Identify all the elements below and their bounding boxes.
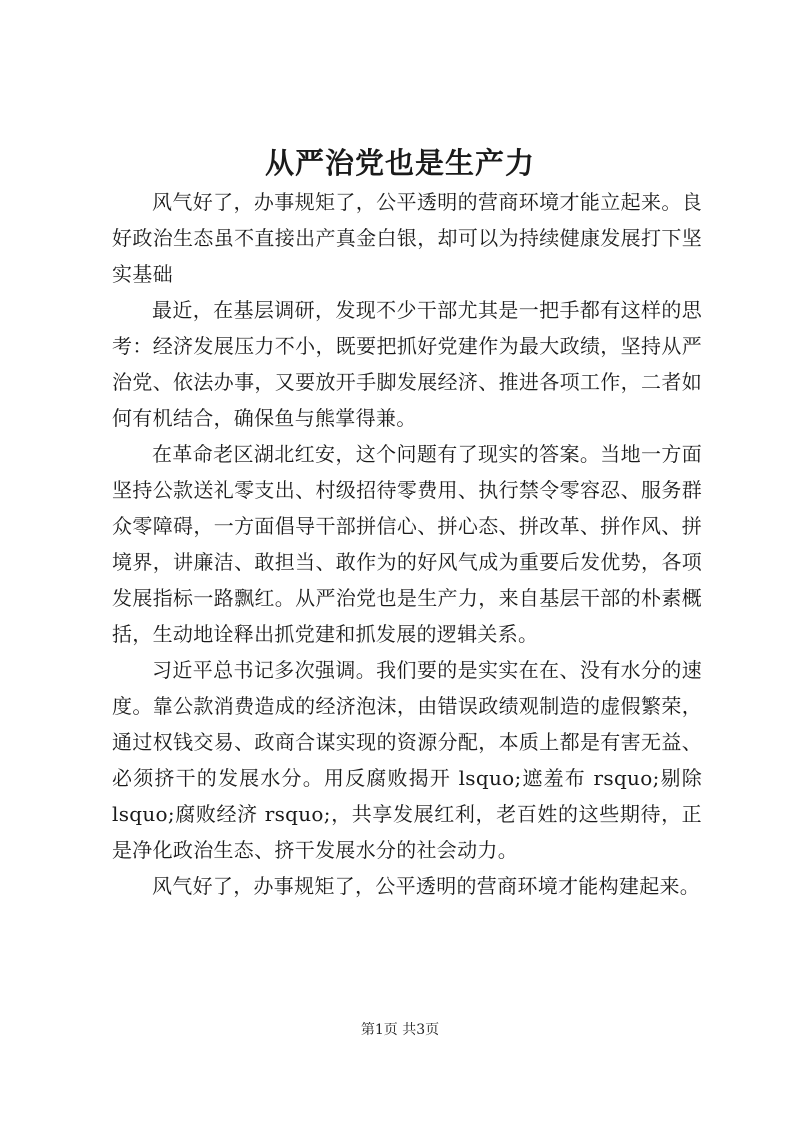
document-body (112, 184, 702, 904)
page-footer: 第1页 共3页 (360, 1022, 440, 1038)
paragraph-3: 在革命老区湖北红安，这个问题有了现实的答案。当地一方面坚持公款送礼零支出、村级招待零费用、执行禁令零容忍、服务群众零障碍，一方面倡导干部拼信心、拼心态、拼改革、拼作风、拼境界，讲廉洁、敢担当、敢作为的好风气成为重要后发优势，各项发展指标一路飘红。从严治党也是生产力，来自基层干部的朴素概括，生动地诠释出抓党建和抓发展的逻辑关系。 (112, 442, 702, 646)
paragraph-2: 最近，在基层调研，发现不少干部尤其是一把手都有这样的思考：经济发展压力不小，既要把抓好党建作为最大政绩，坚持从严治党、依法办事，又要放开手脚发展经济、推进各项工作，二者如何有机结合，确保鱼与熊掌得兼。 (112, 298, 702, 430)
paragraph-4: 习近平总书记多次强调。我们要的是实实在在、没有水分的速度。靠公款消费造成的经济泡沫，由错误政绩观制造的虚假繁荣，通过权钱交易、政商合谋实现的资源分配，本质上都是有害无益、必须挤干的发展水分。用反腐败揭开 lsquo;遮羞布 rsquo;剔除 lsquo;腐败经济 rsquo;，共享发展红利，老百姓的这些期待，正是净化政治生态、挤干发展水分的社会动力。 (112, 658, 702, 862)
paragraph-5: 风气好了，办事规矩了，公平透明的营商环境才能构建起来。 (152, 874, 701, 898)
paragraph-1: 风气好了，办事规矩了，公平透明的营商环境才能立起来。良好政治生态虽不直接出产真金白银，却可以为持续健康发展打下坚实基础 (112, 190, 702, 286)
document-title: 从严治党也是生产力 (264, 146, 535, 180)
